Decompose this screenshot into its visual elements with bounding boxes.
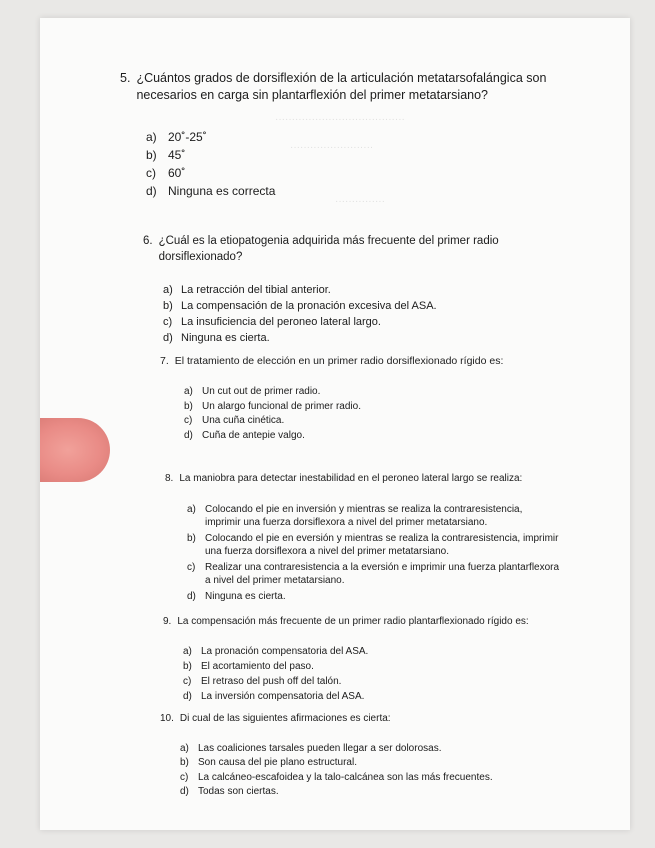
option-letter: d) [187,590,196,602]
options-list [187,503,560,604]
option-b [184,400,560,415]
bleed-through-text: ··············· [335,196,385,207]
question-number: 5. [120,71,131,85]
option-c [163,315,563,331]
option-c [146,164,560,182]
bleed-through-text: ······································· [275,114,405,125]
option-letter: b) [146,147,157,162]
question-8 [165,472,560,605]
option-letter: c) [183,675,192,687]
option-text: La inversión compensatoria del ASA. [201,690,365,702]
question-text: ¿Cuál es la etiopatogenia adquirida más frecuente del primer radio dorsiflexionado? [158,235,499,263]
option-c [180,771,555,786]
option-a [180,742,555,757]
option-letter: c) [187,561,196,573]
option-text: Un alargo funcional de primer radio. [202,400,361,412]
option-letter: a) [146,129,157,144]
question-number: 10. [160,713,174,724]
option-text: Una cuña cinética. [202,415,285,427]
option-b [163,299,563,315]
option-text: El acortamiento del paso. [201,660,314,672]
question-5-stem [120,70,560,104]
option-text: La insuficiencia del peroneo lateral largo. [181,315,381,328]
option-letter: d) [163,331,173,344]
option-text: Son causa del pie plano estructural. [198,757,357,768]
options-list [183,644,558,704]
options-list [163,283,563,347]
option-letter: d) [184,429,193,441]
option-letter: c) [163,315,173,328]
option-d [187,590,560,604]
option-text: Todas son ciertas. [198,786,279,797]
option-letter: b) [187,532,196,544]
option-a [163,283,563,299]
question-text: La compensación más frecuente de un primer radio plantarflexionado rígido es: [177,616,529,627]
option-text: Un cut out de primer radio. [202,386,321,398]
option-text: La calcáneo-escafoidea y la talo-calcánea son las más frecuentes. [198,771,493,783]
option-letter: d) [183,690,192,702]
question-8-stem [165,472,560,486]
option-text: Realizar una contraresistencia a la eversión e imprimir una fuerza plantarflexora a nivel del primer metatarsiano. [205,561,560,586]
question-number: 6. [143,235,153,247]
option-text: 45˚ [168,147,186,162]
option-text: La compensación de la pronación excesiva del ASA. [181,299,437,312]
option-text: El retraso del push off del talón. [201,675,342,687]
option-letter: c) [180,771,189,783]
option-letter: b) [180,757,189,768]
option-c [187,561,560,588]
option-letter: b) [163,299,173,312]
question-number: 7. [160,355,169,367]
option-d [146,182,560,200]
option-d [180,785,555,800]
option-text: Cuña de antepie valgo. [202,429,305,441]
option-a [183,644,558,659]
option-text: Ninguna es cierta. [205,590,286,602]
question-number: 9. [163,616,172,627]
question-text: La maniobra para detectar inestabilidad en el peroneo lateral largo se realiza: [179,473,523,484]
option-letter: c) [146,165,156,180]
question-7 [160,354,560,443]
option-letter: a) [180,742,189,754]
option-letter: d) [180,786,189,797]
option-d [183,689,558,704]
option-b [146,146,560,164]
option-text: Ninguna es correcta [168,183,276,198]
option-text: Ninguna es cierta. [181,331,270,344]
question-9 [163,615,558,704]
options-list [146,128,560,200]
question-text: ¿Cuántos grados de dorsiflexión de la articulación metatarsofalángica son necesarios en carga sin plantarflexión del primer metatarsiano? [136,71,547,102]
option-c [183,674,558,689]
question-9-stem [163,615,558,629]
option-text: La retracción del tibial anterior. [181,284,331,297]
option-letter: b) [184,400,193,412]
option-text: Colocando el pie en inversión y mientras se realiza la contraresistencia, imprimir una fuerza dorsiflexora a nivel del primer metatarsiano. [205,503,523,528]
question-10-stem [160,712,555,726]
option-d [163,331,563,347]
option-text: 20˚-25˚ [168,129,207,144]
option-text: Colocando el pie en eversión y mientras se realiza la contraresistencia, imprimir una fuerza dorsiflexora a nivel del primer metatarsiano. [205,532,559,557]
options-list [184,385,560,443]
question-6-stem [143,234,563,265]
option-c [184,414,560,429]
option-b [183,659,558,674]
option-letter: a) [163,284,173,297]
option-a [146,128,560,146]
option-letter: b) [183,660,192,672]
question-7-stem [160,354,560,368]
question-6 [143,234,563,347]
option-letter: c) [184,415,193,427]
option-d [184,429,560,444]
option-letter: a) [184,386,193,398]
option-letter: a) [187,503,196,515]
option-letter: a) [183,645,192,657]
question-5 [120,70,560,200]
option-text: La pronación compensatoria del ASA. [201,645,369,657]
option-text: Las coaliciones tarsales pueden llegar a ser dolorosas. [198,742,442,754]
finger-shadow [40,418,110,482]
option-b [187,532,560,559]
bleed-through-text: ························· [290,142,374,153]
option-a [184,385,560,400]
question-text: El tratamiento de elección en un primer radio dorsiflexionado rígido es: [174,355,504,367]
options-list [180,742,555,800]
option-text: 60˚ [168,165,186,180]
option-a [187,503,560,530]
option-b [180,756,555,771]
question-10 [160,712,555,800]
question-text: Di cual de las siguientes afirmaciones es cierta: [179,713,391,724]
question-number: 8. [165,473,174,484]
option-letter: d) [146,183,157,198]
